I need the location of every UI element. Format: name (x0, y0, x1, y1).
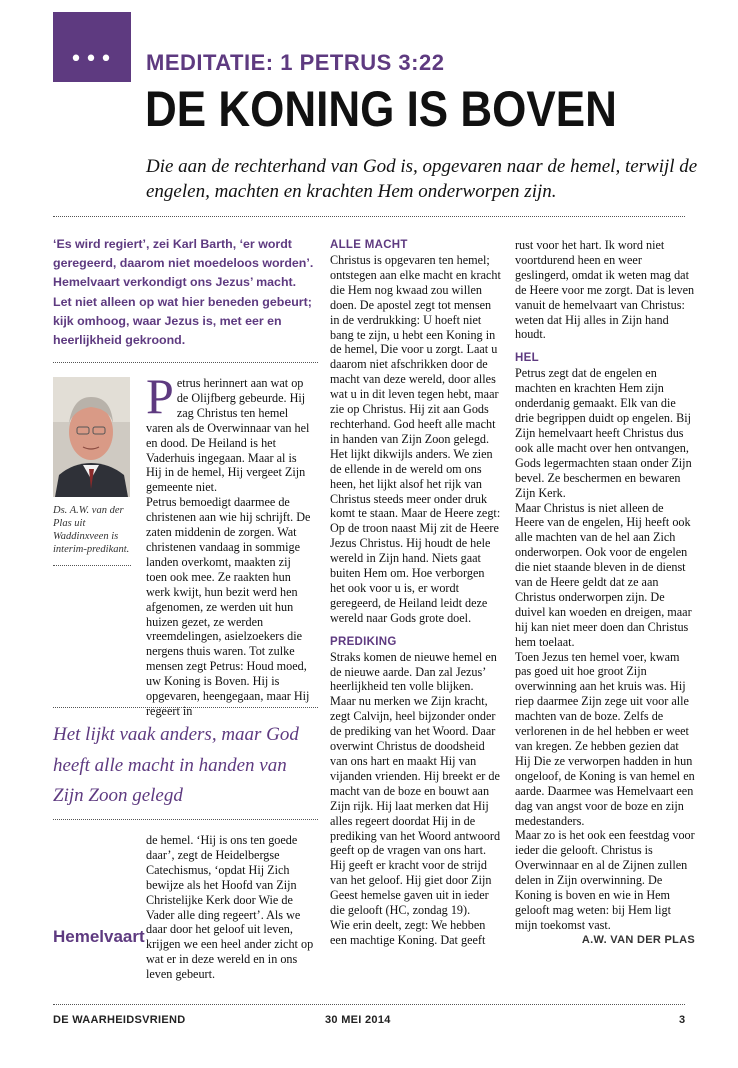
section-heading: HEL (515, 352, 539, 365)
section-heading: ALLE MACHT (330, 239, 408, 251)
paragraph: Petrus zegt dat de engelen en machten en krachten Hem zijn onderdanig gemaakt. Elk van die drie begrippen duidt op engelen. Bij Zijn hemelvaart heeft Christus dus ook alle macht over hen ontvangen, Gods legermachten staan onder Zijn bevel. Ze beschermen en bewaren Zijn Kerk. (515, 366, 692, 500)
paragraph: Wie erin deelt, zegt: We hebben een machtige Koning. Dat geeft (330, 917, 486, 947)
paragraph: Straks komen de nieuwe hemel en de nieuwe aarde. Dan zal Jezus’ heerlijkheid ten volle blijken. Maar nu merken we Zijn kracht, zegt Calvijn, heel bijzonder onder de prediking van het Woord. Daar overwint Christus de doodsheid van ons hart en maakt Hij van vijanden vrienden. Hij breekt er de macht van de boze en bouwt aan Zijn rijk. Hij laat merken dat Hij alles regeert doordat Hij in de prediking van het Woord antwoord geeft op de vragen van ons hart. Hij geeft er kracht voor de strijd van het geloof. Hij giet door Zijn Geest hemelse gaven uit in ieder die gelooft (HC, zondag 19). (330, 649, 501, 918)
intro-text: Die aan de rechterhand van God is, opgevaren naar de hemel, terwijl de engelen, machten en krachten Hem onderworpen zijn. (146, 156, 698, 202)
top-divider (53, 216, 685, 217)
lead-divider (53, 362, 318, 363)
paragraph: Petrus bemoedigt daarmee de christenen aan wie hij schrijft. De zaten middenin de zorgen. Wat christenen vandaag in sommige landen overkomt, maakten zij toen ook mee. Ze raakten hun werk kwijt, hun bezit werd hen afgenomen, ze werden uit hun huizen gezet, ze werden vreemdelingen, asielzoekers die nergens thuis waren. Tot zulke mensen zegt Petrus: Houd moed, uw Koning is Boven. Hij is opgevaren, heengegaan, maar Hij regeert in (146, 495, 311, 718)
footer-date: 30 MEI 2014 (325, 1014, 391, 1026)
page-number: 3 (679, 1014, 686, 1026)
column-3 (515, 238, 695, 948)
column-1 (146, 368, 314, 719)
author-name: A.W. VAN DER PLAS (581, 933, 695, 946)
footer-divider (53, 1004, 685, 1005)
column-1-continued (146, 833, 318, 982)
section-heading: PREDIKING (330, 635, 397, 648)
paragraph: Toen Jezus ten hemel voer, kwam pas goed uit hoe groot Zijn overwinning aan het kruis was. Hij riep daarmee Zijn zege uit voor alle machten van de boze. Zelfs de verlorenen in de hel hebben er weet van kregen. Ze hebben gezien dat Hij Die ze verworpen hadden in hun ongeloof, de Koning is van hemel en aarde. Daarmee was Hemelvaart een dag van angst voor de boze en zijn medestanders. (515, 649, 695, 828)
author-photo (53, 377, 130, 497)
page-title: DE KONING IS BOVEN (145, 81, 617, 137)
footer-publication: DE WAARHEIDSVRIEND (53, 1014, 186, 1026)
paragraph: etrus herinnert aan wat op de Olijfberg gebeurde. Hij zag Christus ten hemel varen als de Overwinnaar van hel en dood. De Heiland is het Vaderhuis ingegaan. Maar al is Hij in de hemel, Hij vergeet Zijn gemeente niet. (146, 376, 310, 495)
column-2 (330, 238, 502, 948)
pull-quote: Het lijkt vaak anders, maar God heeft alle macht in handen van Zijn Zoon gelegd (53, 724, 299, 806)
section-badge (53, 12, 131, 82)
portrait-image (53, 377, 130, 497)
photo-caption: Ds. A.W. van der Plas uit Waddinxveen is interim-predikant. (53, 505, 130, 555)
paragraph: Maar Christus is niet alleen de Heere van de engelen, Hij heeft ook alle machten van de hel aan Zich onderworpen. Ook voor de engelen die niet staande bleven in de dienst van de Heere geldt dat ze aan Christus onderworpen zijn. De duivel kan woeden en dreigen, maar hij kan niet meer doen dan Christus hem toelaat. (515, 500, 692, 649)
kicker: MEDITATIE: 1 PETRUS 3:22 (146, 50, 445, 75)
paragraph: Christus is opgevaren ten hemel; ontstegen aan elke macht en kracht die Hem nog kwaad zou willen doen. De apostel zegt tot mensen in de verdrukking: U hoeft niet bang te zijn, u hebt een Koning in de hemel, Die voor u zorgt. Laat u daarom niet afschrikken door de macht van deze wereld, door alles wat u in dit leven tegen hebt, maar zie op Christus. Hij zit aan Gods rechterhand. God heeft alle macht in handen van Zijn Zoon gelegd. Het lijkt dikwijls anders. We zien de ellende in de wereld om ons heen, het lijkt alsof het rijk van Christus steeds meer onder druk komt te staan. Maar de Heere zegt: Op de troon naast Mij zit de Heere Jezus Christus. Hij houdt de hele wereld in Zijn hand. Niets gaat buiten Hem om. Hoe verborgen het ook voor u is, er wordt geregeerd, de Heiland leidt deze wereld naar Gods grote doel. (330, 253, 501, 625)
sidebar-label: Hemelvaart (53, 927, 145, 946)
paragraph: de hemel. ‘Hij is ons ten goede daar’, zegt de Heidelbergse Catechismus, ‘opdat Hij Zich bewijze als het Hoofd van Zijn Christelijke Kerk door Wie de Vader alle ding regeert’. Als we daar door het geloof uit leven, krijgen we een heel ander zicht op wat er in deze wereld en in ons leven gebeurt. (146, 833, 314, 982)
caption-divider (53, 565, 131, 566)
dots-icon: ••• (69, 47, 115, 72)
pullquote-divider-bottom (53, 819, 318, 820)
pullquote-divider-top (53, 707, 318, 708)
drop-cap: P (146, 368, 174, 424)
paragraph: rust voor het hart. Ik word niet voortdurend heen en weer geslingerd, omdat ik weten mag dat de Heere voor me zorgt. Dat is leven vanuit de hemelvaart van Christus: weten dat Hij alles in Zijn hand houdt. (515, 238, 695, 342)
lead-paragraph: ‘Es wird regiert’, zei Karl Barth, ‘er wordt geregeerd, daarom niet moedeloos worden’. Hemelvaart verkondigt ons Jezus’ macht. Let niet alleen op wat hier beneden gebeurt; kijk omhoog, waar Jezus is, met eer en heerlijkheid gekroond. (53, 237, 314, 348)
paragraph: Maar zo is het ook een feestdag voor ieder die gelooft. Christus is Overwinnaar en al de Zijnen zullen delen in Zijn overwinning. De Koning is boven en wie in Hem gelooft mag weten: bij Hem ligt mijn toekomst vast. (515, 828, 695, 932)
